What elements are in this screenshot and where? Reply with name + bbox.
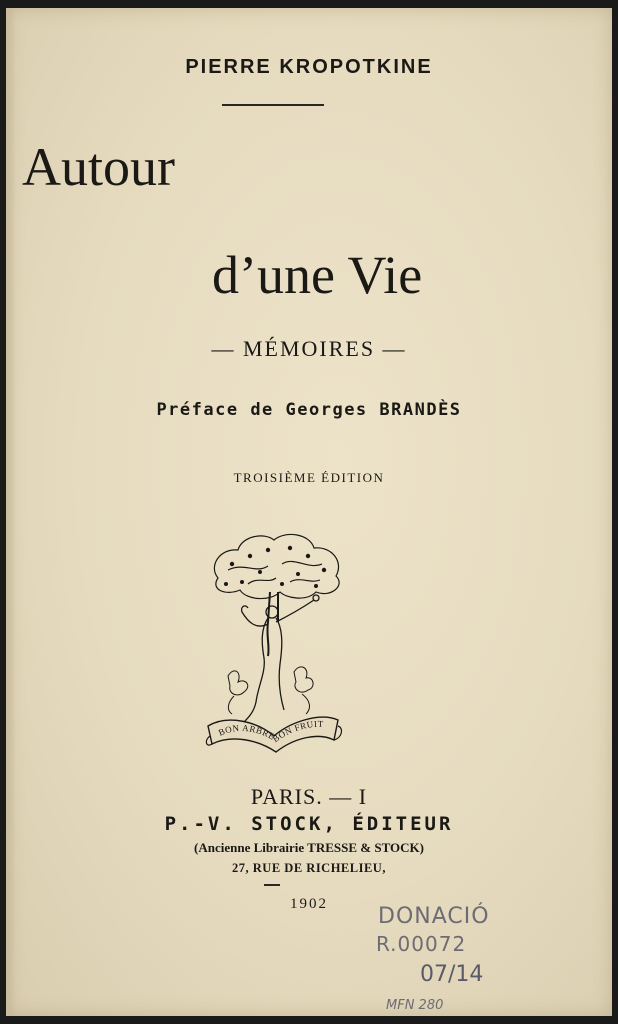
publisher-former-name: (Ancienne Librairie TRESSE & STOCK) [194, 840, 424, 855]
place-of-publication: PARIS. — I [250, 784, 368, 809]
publication-year: 1902 [290, 896, 328, 912]
preface-credit: Préface de Georges BRANDÈS [156, 400, 462, 420]
edition-label: TROISIÈME ÉDITION [233, 470, 385, 485]
handwritten-donation-note: DONACIÓ [378, 904, 490, 929]
book-title-page [6, 8, 612, 1016]
subtitle: — MÉMOIRES — [211, 336, 407, 361]
title-line-1: Autour [22, 137, 175, 197]
tree-and-figure-emblem-icon [198, 526, 350, 766]
handwritten-reference-number: R.00072 [376, 932, 467, 956]
author-name: PIERRE KROPOTKINE [185, 56, 433, 78]
publisher-name: P.-V. STOCK, ÉDITEUR [164, 813, 454, 835]
emblem-motto: BON ARBRE BON FRUIT [216, 718, 324, 745]
handwritten-shelfmark: MFN 280 [386, 998, 444, 1013]
year-divider [264, 884, 280, 886]
title-line-2: d’une Vie [212, 245, 423, 305]
author-divider [222, 104, 324, 106]
handwritten-date: 07/14 [420, 962, 484, 987]
publisher-address: 27, RUE DE RICHELIEU, [232, 861, 386, 875]
